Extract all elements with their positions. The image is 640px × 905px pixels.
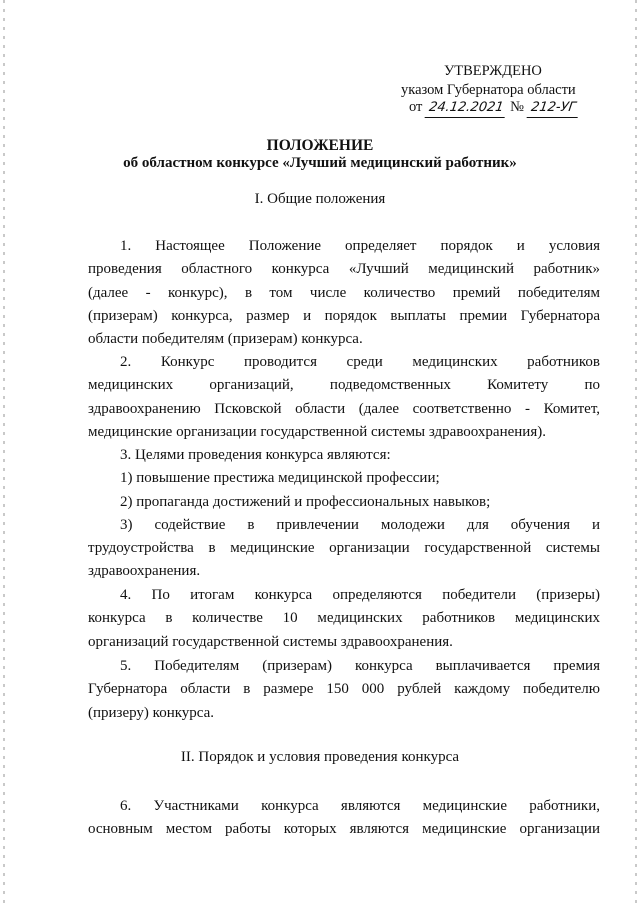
document-title: ПОЛОЖЕНИЕ <box>266 137 374 154</box>
list-item: 3) содействие в привлечении молодежи для обучения и <box>120 516 600 533</box>
paragraph-line: основным местом работы которых являются медицинские организации <box>88 821 600 838</box>
approval-date-line <box>409 98 578 118</box>
paragraph-1 <box>88 235 600 351</box>
paragraph-line: 5. Победителям (призерам) конкурса выплачивается премия <box>120 658 600 674</box>
paragraph-line: Губернатора области в размере 150 000 рублей каждому победителю <box>88 681 600 698</box>
paragraph-line: 1. Настоящее Положение определяет порядок и условия <box>120 238 600 254</box>
paragraph-line: (призеру) конкурса. <box>88 704 215 721</box>
paragraph-line: 2. Конкурс проводится среди медицинских работников <box>120 354 600 370</box>
approval-date-prefix: от <box>409 99 423 115</box>
paragraph-6 <box>88 795 600 842</box>
handwritten-number: 212-УГ <box>526 98 579 118</box>
approval-by: указом Губернатора области <box>401 82 576 98</box>
paragraph-line: медицинские организации государственной системы здравоохранения). <box>88 423 546 440</box>
handwritten-date: 24.12.2021 <box>425 98 508 118</box>
paragraph-line: проведения областного конкурса «Лучший медицинский работник» <box>88 261 600 278</box>
paragraph-line: области победителям (призерам) конкурса. <box>88 331 363 348</box>
scan-edge-right <box>635 0 637 905</box>
paragraph-line: 3. Целями проведения конкурса являются: <box>120 447 391 463</box>
section-2-heading: II. Порядок и условия проведения конкурса <box>180 749 460 765</box>
approval-number-sign: № <box>510 99 524 115</box>
paragraph-line: организаций государственной системы здравоохранения. <box>88 633 453 650</box>
paragraph-5 <box>88 655 600 725</box>
paragraph-line: конкурса в количестве 10 медицинских работников медицинских <box>88 610 600 627</box>
paragraph-line: медицинских организаций, подведомственных Комитету по <box>88 377 600 394</box>
paragraph-3 <box>88 444 600 584</box>
paragraph-line: трудоустройства в медицинские организации государственной системы <box>88 540 600 557</box>
paragraph-2 <box>88 351 600 444</box>
approval-title: УТВЕРЖДЕНО <box>444 63 542 79</box>
paragraph-line: (призерам) конкурса, размер и порядок выплаты премии Губернатора <box>88 307 600 324</box>
paragraph-line: (далее - конкурс), в том числе количество премий победителям <box>88 284 600 301</box>
paragraph-line: здравоохранения. <box>88 563 201 580</box>
paragraph-line: 6. Участниками конкурса являются медицинские работники, <box>120 798 600 814</box>
paragraph-line: 4. По итогам конкурса определяются победители (призеры) <box>120 587 600 603</box>
list-item: 2) пропаганда достижений и профессиональных навыков; <box>120 493 491 510</box>
paragraph-4 <box>88 584 600 654</box>
paragraph-line: здравоохранению Псковской области (далее соответственно - Комитет, <box>88 400 600 417</box>
list-item: 1) повышение престижа медицинской профессии; <box>120 470 440 487</box>
section-1-heading: I. Общие положения <box>254 191 386 207</box>
document-subtitle: об областном конкурсе «Лучший медицинский работник» <box>123 155 517 171</box>
scan-edge-left <box>3 0 5 905</box>
